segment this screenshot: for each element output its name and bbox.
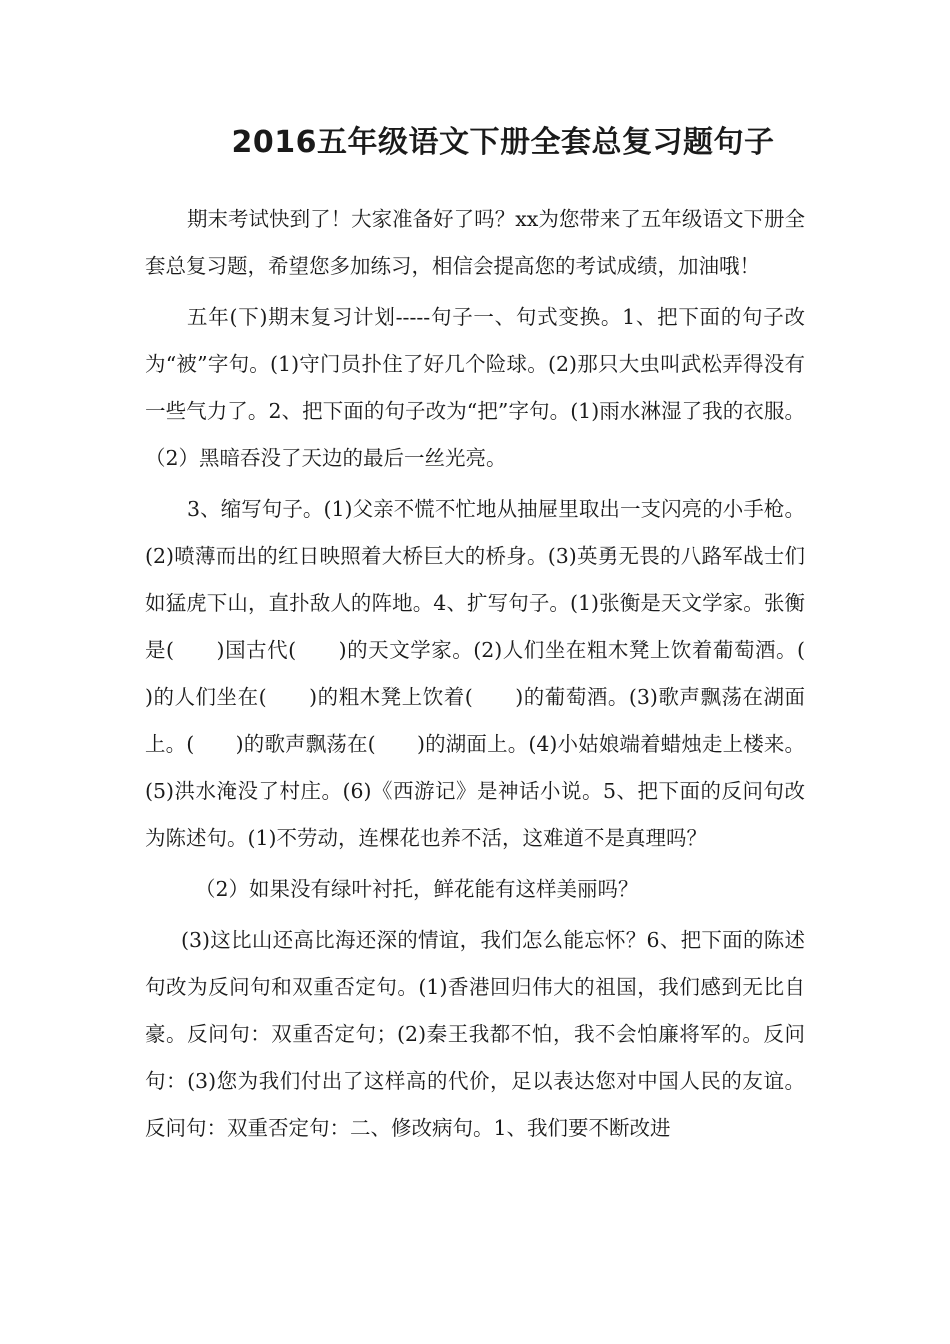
paragraph-sentence-transform: 五年(下)期末复习计划-----句子一、句式变换。1、把下面的句子改为“被”字句。(1)守门员扑住了好几个险球。(2)那只大虫叫武松弄得没有一些气力了。2、把下面的句子改为“把”字句。(1)雨水淋湿了我的衣服。（2）黑暗吞没了天边的最后一丝光亮。 <box>145 305 805 470</box>
document-body <box>145 192 846 1152</box>
paragraph-rhetorical-2: （2）如果没有绿叶衬托，鲜花能有这样美丽吗？ <box>195 877 639 901</box>
paragraph-intro: 期末考试快到了！大家准备好了吗？xx为您带来了五年级语文下册全套总复习题，希望您多加练习，相信会提高您的考试成绩，加油哦！ <box>145 207 805 278</box>
paragraph-rhetorical-3: (3)这比山还高比海还深的情谊，我们怎么能忘怀？6、把下面的陈述句改为反问句和双重否定句。(1)香港回归伟大的祖国，我们感到无比自豪。反问句：双重否定句；(2)秦王我都不怕，我不会怕廉将军的。反问句：(3)您为我们付出了这样高的代价，足以表达您对中国人民的友谊。反问句：双重否定句：二、修改病句。1、我们要不断改进 <box>145 928 805 1140</box>
document-title: 2016五年级语文下册全套总复习题句子 <box>231 125 775 160</box>
paragraph-condense-expand: 3、缩写句子。(1)父亲不慌不忙地从抽屉里取出一支闪亮的小手枪。(2)喷薄而出的红日映照着大桥巨大的桥身。(3)英勇无畏的八路军战士们如猛虎下山，直扑敌人的阵地。4、扩写句子。(1)张衡是天文学家。张衡是( )国古代( )的天文学家。(2)人们坐在粗木凳上饮着葡萄酒。( )的人们坐在( )的粗木凳上饮着( )的葡萄酒。(3)歌声飘荡在湖面上。( )的歌声飘荡在( )的湖面上。(4)小姑娘端着蜡烛走上楼来。(5)洪水淹没了村庄。(6)《西游记》是神话小说。5、把下面的反问句改为陈述句。(1)不劳动，连棵花也养不活，这难道不是真理吗？ <box>145 497 846 850</box>
